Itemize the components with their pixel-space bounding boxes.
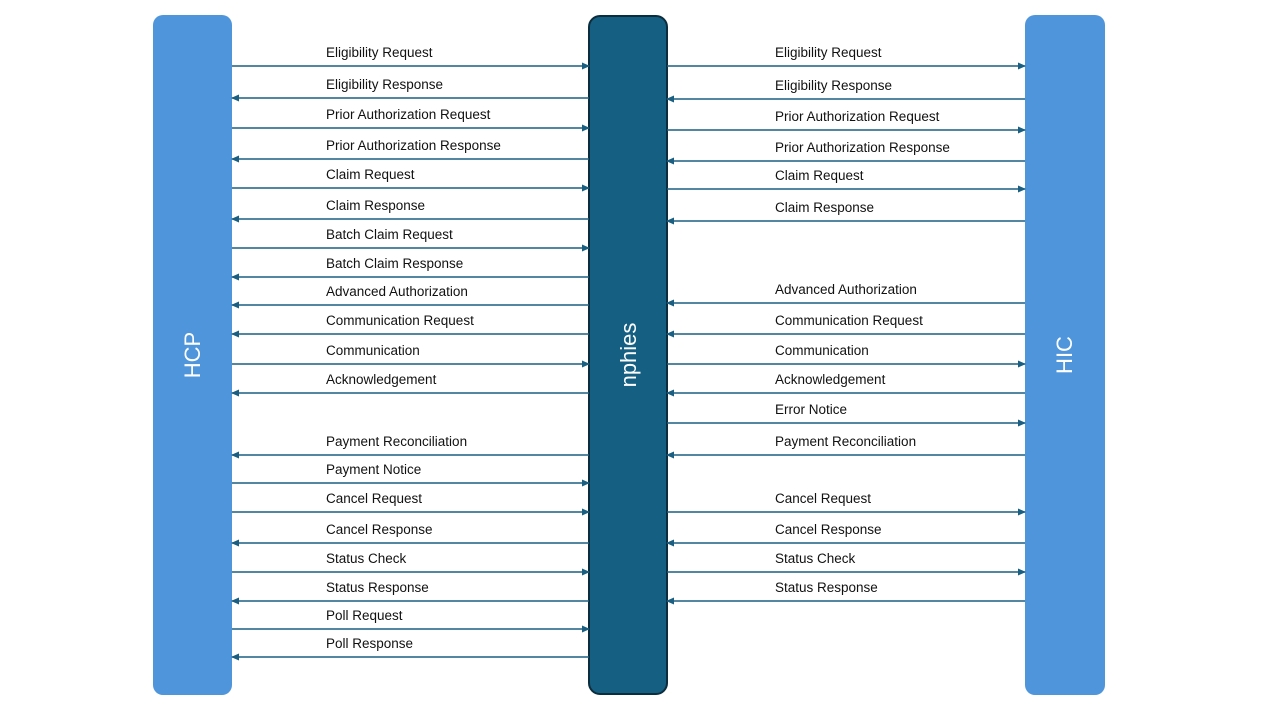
hic-message-label-5: Claim Request bbox=[775, 168, 864, 183]
nphies-hic-messages bbox=[667, 45, 1025, 601]
hic-message-label-4: Prior Authorization Response bbox=[775, 140, 950, 155]
hic-message-label-7: Advanced Authorization bbox=[775, 282, 917, 297]
hcp-message-label-13: Payment Reconciliation bbox=[326, 434, 468, 449]
hcp-message-label-12: Acknowledgement bbox=[326, 372, 437, 387]
hcp-message-label-1: Eligibility Request bbox=[326, 45, 433, 60]
hcp-message-label-7: Batch Claim Request bbox=[326, 227, 453, 242]
hcp-message-label-15: Cancel Request bbox=[326, 491, 423, 506]
hic-message-label-11: Error Notice bbox=[775, 402, 848, 417]
hic-message-label-12: Payment Reconciliation bbox=[775, 434, 917, 449]
nphies-label: nphies bbox=[616, 322, 641, 388]
hcp-message-label-4: Prior Authorization Response bbox=[326, 138, 501, 153]
hic-message-label-1: Eligibility Request bbox=[775, 45, 882, 60]
hcp-message-label-11: Communication bbox=[326, 343, 420, 358]
hcp-message-label-14: Payment Notice bbox=[326, 462, 422, 477]
hic-message-label-13: Cancel Request bbox=[775, 491, 872, 506]
hcp-label: HCP bbox=[180, 331, 205, 379]
hic-message-label-2: Eligibility Response bbox=[775, 78, 893, 93]
hcp-message-label-10: Communication Request bbox=[326, 313, 474, 328]
hic-message-label-14: Cancel Response bbox=[775, 522, 882, 537]
hcp-message-label-3: Prior Authorization Request bbox=[326, 107, 491, 122]
hcp-nphies-messages bbox=[232, 45, 589, 657]
hcp-message-label-6: Claim Response bbox=[326, 198, 426, 213]
hic-message-label-9: Communication bbox=[775, 343, 869, 358]
hcp-message-label-19: Poll Request bbox=[326, 608, 403, 623]
hcp-message-label-8: Batch Claim Response bbox=[326, 256, 464, 271]
hcp-message-label-20: Poll Response bbox=[326, 636, 414, 651]
hic-message-label-6: Claim Response bbox=[775, 200, 875, 215]
hcp-message-label-17: Status Check bbox=[326, 551, 407, 566]
hic-label: HIC bbox=[1052, 336, 1077, 374]
hcp-message-label-9: Advanced Authorization bbox=[326, 284, 468, 299]
hic-message-label-10: Acknowledgement bbox=[775, 372, 886, 387]
hcp-message-label-2: Eligibility Response bbox=[326, 77, 444, 92]
hcp-message-label-16: Cancel Response bbox=[326, 522, 433, 537]
hic-message-label-3: Prior Authorization Request bbox=[775, 109, 940, 124]
hcp-message-label-5: Claim Request bbox=[326, 167, 415, 182]
hic-message-label-15: Status Check bbox=[775, 551, 856, 566]
hic-message-label-16: Status Response bbox=[775, 580, 878, 595]
hcp-message-label-18: Status Response bbox=[326, 580, 429, 595]
hic-message-label-8: Communication Request bbox=[775, 313, 923, 328]
